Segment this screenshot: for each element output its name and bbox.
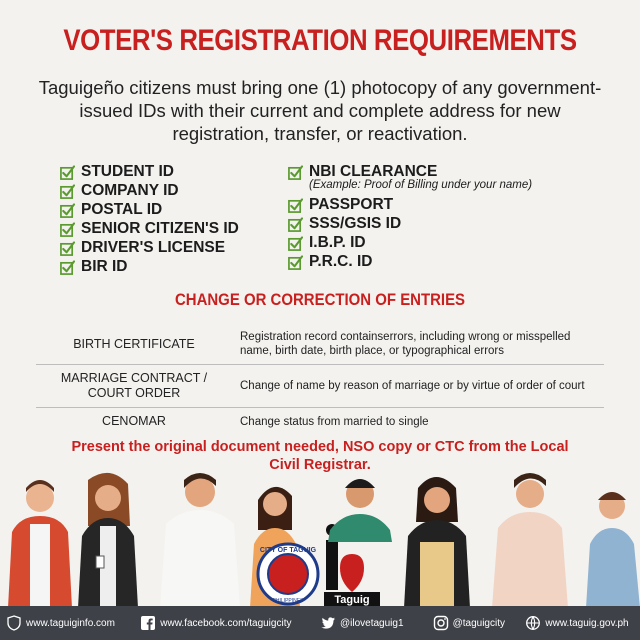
checkbox-icon [288,217,303,232]
id-label: BIR ID [81,258,128,275]
id-note: (Example: Proof of Billing under your name) [309,179,533,191]
person-figure [8,480,72,608]
person-figure [404,477,470,608]
checkbox-icon [60,184,75,199]
checkbox-icon [60,260,75,275]
list-item [288,252,532,271]
id-label: STUDENT ID [81,163,174,180]
instagram-handle[interactable]: @taguigcity [452,617,505,629]
id-label: SSS/GSIS ID [309,215,402,232]
globe-icon [525,615,541,631]
id-label: NBI CLEARANCE [309,163,438,180]
checkbox-icon [288,198,303,213]
checkbox-icon [288,255,303,270]
list-item [288,233,532,252]
document-cell: BIRTH CERTIFICATE [36,324,232,365]
footer-instagram[interactable] [433,615,522,631]
list-item [60,238,239,257]
present-note: Present the original document needed, NSO copy or CTC from the Local Civil Registrar. [71,439,569,473]
checkbox-icon [288,165,303,180]
checkbox-icon [60,165,75,180]
id-label: I.B.P. ID [309,234,366,251]
id-label: P.R.C. ID [309,253,373,270]
twitter-handle[interactable]: @ilovetaguig1 [340,617,404,629]
id-label: PASSPORT [309,196,394,213]
person-figure [160,473,240,608]
table-row [36,324,604,365]
id-label: COMPANY ID [81,182,179,199]
id-list-right [288,162,532,271]
description-cell: Registration record containserrors, including wrong or misspelled name, birth date, birth place, or typographical errors [232,324,604,365]
footer-gov-site[interactable] [525,615,634,631]
table-row [36,408,604,436]
description-cell: Change of name by reason of marriage or by virtue of order of court [232,365,604,408]
footer-website[interactable] [6,615,136,631]
person-figure [328,479,392,542]
id-label: SENIOR CITIZEN'S ID [81,220,239,237]
list-item [60,181,239,200]
list-item [288,195,532,214]
document-cell: MARRIAGE CONTRACT / COURT ORDER [36,365,232,408]
footer-bar [0,606,640,640]
person-figure [78,473,138,608]
person-figure [492,473,568,608]
globe-shield-icon [6,615,22,631]
id-list-left [60,162,239,276]
seal-text: CITY OF TAGUIG [259,547,317,554]
checkbox-icon [60,241,75,256]
list-item [60,162,239,181]
city-seal-logo [258,544,318,604]
id-label: POSTAL ID [81,201,163,218]
document-cell: CENOMAR [102,414,166,428]
facebook-icon [140,615,156,631]
table-row [36,365,604,408]
instagram-icon [433,615,449,631]
intro-text: Taguigeño citizens must bring one (1) photocopy of any government-issued IDs with their current and complete address for new registration, transfer, or reactivation. [38,77,602,144]
twitter-icon [320,615,336,631]
page-title: VOTER'S REGISTRATION REQUIREMENTS [63,24,577,57]
checkbox-icon [60,222,75,237]
list-item [60,257,239,276]
website-link[interactable]: www.taguiginfo.com [26,617,115,629]
entries-table [36,324,604,435]
checkbox-icon [288,236,303,251]
person-figure [586,492,640,608]
checkbox-icon [60,203,75,218]
footer-facebook[interactable] [140,615,316,631]
section-title: CHANGE OR CORRECTION OF ENTRIES [174,290,466,309]
description-cell: Change status from married to single [240,415,429,428]
seal-subtext: PHILIPPINES [272,598,304,604]
footer-twitter[interactable] [320,615,429,631]
id-label: DRIVER'S LICENSE [81,239,226,256]
list-item [288,214,532,233]
list-item [60,200,239,219]
gov-site-link[interactable]: www.taguig.gov.ph [545,617,629,629]
list-item [60,219,239,238]
logo-word: Taguig [334,594,370,606]
people-illustration [0,470,640,608]
facebook-link[interactable]: www.facebook.com/taguigcity [160,617,292,629]
